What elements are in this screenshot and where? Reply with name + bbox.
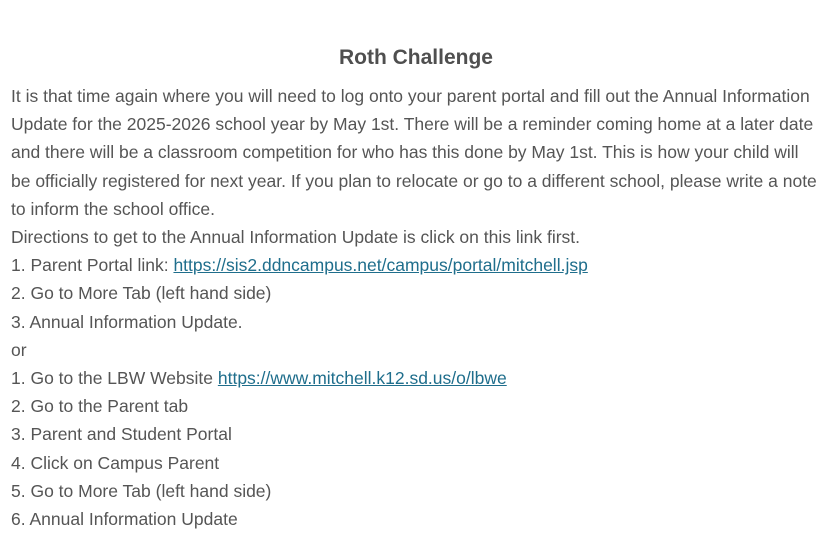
- list-item: 2. Go to More Tab (left hand side): [11, 283, 272, 304]
- page-title: Roth Challenge: [338, 46, 493, 69]
- list-item: [11, 364, 821, 392]
- lbw-website-link[interactable]: https://www.mitchell.k12.sd.us/o/lbwe: [217, 368, 507, 389]
- list-item: [11, 251, 821, 279]
- announcement-article: [11, 44, 821, 533]
- list-item: 3. Parent and Student Portal: [11, 424, 232, 445]
- list-item: 2. Go to the Parent tab: [11, 396, 189, 417]
- list-item: 3. Annual Information Update.: [11, 311, 243, 332]
- list-item: 4. Click on Campus Parent: [11, 452, 220, 473]
- steps-list-portal: [11, 251, 821, 336]
- steps-list-website: [11, 364, 821, 533]
- step-text: 1. Parent Portal link:: [11, 255, 174, 276]
- intro-paragraph: It is that time again where you will need to log onto your parent portal and fill out the Annual Information Update for the 2025-2026 school year by May 1st. There will be a reminder coming home at a later date and there will be a classroom competition for who has this done by May 1st. This is how your child will be officially registered for next year. If you plan to relocate or go to a different school, please write a note to inform the school office.: [11, 86, 817, 219]
- list-item: 5. Go to More Tab (left hand side): [11, 480, 272, 501]
- step-text: 1. Go to the LBW Website: [11, 368, 218, 389]
- directions-text: Directions to get to the Annual Information Update is click on this link first.: [11, 227, 581, 248]
- list-item: 6. Annual Information Update: [11, 509, 238, 530]
- or-separator: or: [11, 339, 27, 360]
- parent-portal-link[interactable]: https://sis2.ddncampus.net/campus/portal/mitchell.jsp: [173, 255, 588, 276]
